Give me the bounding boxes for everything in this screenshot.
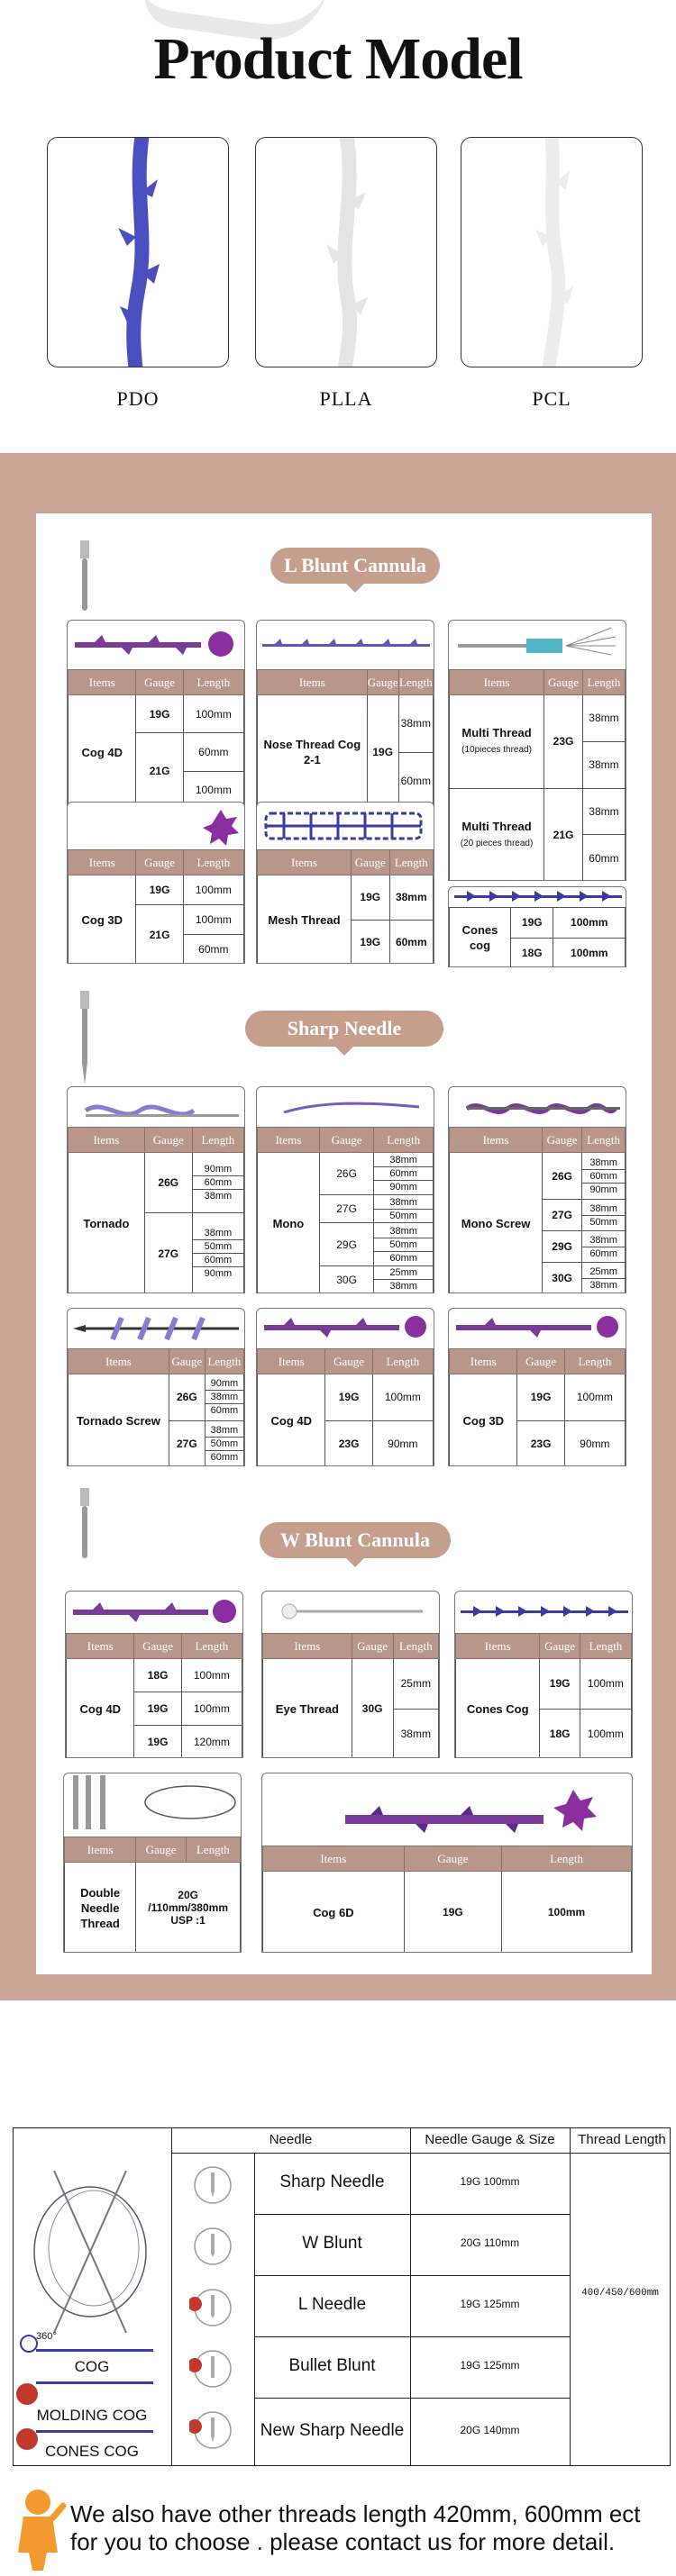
table-cell: 30G	[543, 1263, 582, 1293]
product-label-plla: PLLA	[319, 387, 373, 410]
table-cell: 25mm	[393, 1659, 438, 1710]
card-l-cog-4d[interactable]	[67, 620, 245, 809]
column-header: Length	[398, 670, 433, 695]
table-cell: Cones cog	[450, 908, 511, 968]
table-cell: 100mm	[553, 938, 626, 967]
table-cell: 38mm 60mm 90mm	[582, 1153, 626, 1200]
table-cell: 18G	[511, 938, 553, 967]
cones-cog-thread-sample	[36, 2430, 153, 2433]
type-label-cones-cog: CONES COG	[45, 2443, 139, 2460]
column-header: Items	[263, 1846, 405, 1872]
column-header: Gauge	[517, 1349, 564, 1374]
new-badge-icon	[16, 2383, 38, 2405]
needle-tip-icons	[189, 2162, 240, 2459]
table-cell: 25mm 38mm	[582, 1263, 626, 1293]
spec-table	[262, 1633, 439, 1758]
table-cell: 100mm	[183, 905, 243, 935]
table-cell: 100mm	[181, 1692, 242, 1726]
card-w-double-needle[interactable]	[63, 1773, 242, 1953]
mono-thread-icon	[257, 1087, 434, 1127]
column-header: Gauge	[351, 850, 389, 875]
product-card-plla[interactable]	[255, 137, 437, 367]
table-cell: Cog 6D	[263, 1872, 405, 1954]
thread-coil-image	[18, 2162, 168, 2342]
table-cell: 19G	[136, 695, 183, 733]
table-cell: 27G	[543, 1200, 582, 1231]
mesh-thread-icon	[257, 803, 434, 848]
table-cell: Cog 3D	[69, 875, 136, 965]
column-header: Gauge	[136, 670, 183, 695]
column-header: Gauge	[540, 1634, 580, 1659]
column-header: Length	[580, 1634, 631, 1659]
cog-4d-thread-icon	[257, 1309, 434, 1348]
table-cell: 100mm	[183, 695, 243, 733]
column-header: Items	[258, 670, 368, 695]
spec-table	[68, 1348, 244, 1466]
table-cell: 26G	[543, 1153, 582, 1200]
cog-6d-thread-icon	[262, 1773, 632, 1846]
table-cell: Nose Thread Cog 2-1	[258, 695, 368, 810]
table-cell: 38mm 50mm	[374, 1195, 434, 1223]
table-cell: 90mm 38mm 60mm	[205, 1374, 243, 1421]
card-s-cog-4d[interactable]	[256, 1308, 434, 1466]
pcl-thread-image	[461, 138, 643, 367]
table-cell: 100mm	[553, 908, 626, 939]
table-cell: 19G	[134, 1726, 181, 1759]
cog-3d-thread-icon	[449, 1309, 626, 1348]
table-cell: 25mm 38mm	[374, 1265, 434, 1293]
tornado-thread-icon	[68, 1087, 244, 1127]
w-blunt-cannula-icon	[72, 1488, 99, 1560]
table-cell: 26G	[169, 1374, 205, 1421]
table-cell: 90mm	[564, 1420, 625, 1466]
table-cell: 60mm	[398, 752, 433, 809]
needle-size-bullet-blunt: 19G 125mm	[460, 2359, 520, 2372]
product-card-pcl[interactable]	[461, 137, 643, 367]
table-rule	[254, 2398, 570, 2399]
needle-size-w-blunt: 20G 110mm	[460, 2236, 520, 2249]
col-header-thread-length: Thread Length	[578, 2132, 666, 2147]
table-cell: 19G	[351, 875, 389, 921]
column-header: Gauge	[319, 1128, 374, 1153]
table-cell: 100mm	[183, 771, 243, 809]
table-cell: Mono	[258, 1153, 320, 1294]
section-pill-sharp-needle: Sharp Needle	[245, 1011, 443, 1047]
cones-cog-thread-icon	[455, 1592, 632, 1633]
needle-row-sharp: Sharp Needle	[279, 2172, 385, 2191]
table-cell: 60mm	[183, 935, 243, 965]
spec-table	[257, 849, 434, 964]
column-header: Items	[450, 1128, 543, 1153]
column-header: Gauge	[367, 670, 398, 695]
column-header: Length	[192, 1128, 243, 1153]
column-header: Length	[502, 1846, 632, 1872]
spec-table	[257, 1348, 434, 1466]
spec-table	[449, 1348, 626, 1466]
table-cell: 60mm	[389, 920, 433, 964]
table-cell: 19G	[367, 695, 398, 810]
table-cell: 19G	[404, 1872, 501, 1954]
column-header: Items	[69, 1128, 145, 1153]
column-header: Items	[69, 1349, 169, 1374]
card-s-mono[interactable]	[256, 1086, 434, 1293]
spec-table	[257, 1127, 434, 1293]
card-w-eye-thread[interactable]	[261, 1591, 440, 1758]
cones-cog-thread-icon	[449, 887, 626, 907]
card-l-cog-3d[interactable]	[67, 802, 245, 964]
table-cell: Tornado Screw	[69, 1374, 169, 1467]
column-header: Length	[183, 670, 243, 695]
table-cell: Mono Screw	[450, 1153, 543, 1294]
table-cell: 27G	[319, 1195, 374, 1223]
table-cell: Eye Thread	[263, 1659, 352, 1759]
table-cell: 38mm	[398, 695, 433, 753]
table-cell: 29G	[543, 1231, 582, 1263]
column-header: Items	[258, 1349, 325, 1374]
table-rule	[254, 2275, 570, 2276]
needle-size-l-needle: 19G 125mm	[460, 2298, 520, 2310]
table-cell: 21G	[136, 733, 183, 809]
plla-thread-image	[256, 138, 437, 367]
needle-size-new-sharp: 20G 140mm	[460, 2424, 520, 2436]
eye-thread-icon	[262, 1592, 439, 1633]
table-cell: Multi Thread (10pieces thread)	[450, 695, 544, 789]
table-cell: 23G	[544, 695, 583, 789]
column-header: Items	[69, 850, 136, 875]
thread-length-value: 400/450/600mm	[581, 2288, 659, 2299]
spec-table	[455, 1633, 632, 1758]
table-cell: 19G	[511, 908, 553, 939]
spec-table	[262, 1846, 632, 1953]
table-cell: 100mm	[502, 1872, 632, 1954]
table-cell: 100mm	[181, 1659, 242, 1692]
table-cell: 30G	[319, 1265, 374, 1293]
table-cell: Cones Cog	[456, 1659, 540, 1759]
table-cell: 19G	[325, 1374, 372, 1421]
column-header: Gauge	[169, 1349, 205, 1374]
thinking-person-icon	[7, 2486, 67, 2572]
mono-screw-thread-icon	[449, 1087, 626, 1127]
table-cell: 21G	[136, 905, 183, 965]
card-s-tornado[interactable]	[67, 1086, 245, 1293]
column-header: Gauge	[136, 1837, 187, 1863]
product-label-pdo: PDO	[116, 387, 160, 410]
spec-table	[66, 1633, 242, 1758]
table-cell: 100mm	[564, 1374, 625, 1421]
table-cell: Multi Thread (20 pieces thread)	[450, 788, 544, 881]
column-header: Length	[582, 1128, 626, 1153]
spec-table	[449, 669, 626, 881]
table-cell: Tornado	[69, 1153, 145, 1294]
360-badge-label: 360°	[36, 2331, 57, 2342]
item-name: Cog 4D	[69, 695, 136, 810]
column-header: Length	[205, 1349, 243, 1374]
needle-row-new-sharp: New Sharp Needle	[260, 2421, 405, 2440]
column-header: Items	[258, 850, 352, 875]
column-header: Gauge	[325, 1349, 372, 1374]
table-cell: 100mm	[183, 875, 243, 905]
tornado-screw-thread-icon	[68, 1309, 244, 1348]
section-pill-l-blunt: L Blunt Cannula	[270, 548, 440, 584]
table-cell: 21G	[544, 788, 583, 881]
multi-thread-cannula-icon	[449, 621, 626, 667]
table-cell: 38mm	[389, 875, 433, 921]
spec-table	[68, 669, 244, 809]
column-header: Gauge	[134, 1634, 181, 1659]
column-header: Length	[393, 1634, 438, 1659]
pdo-thread-image	[48, 138, 229, 367]
table-cell: 90mm	[372, 1420, 433, 1466]
spec-table	[449, 907, 626, 967]
table-rule	[171, 2153, 671, 2154]
column-header: Length	[564, 1349, 625, 1374]
column-header: Items	[450, 670, 544, 695]
card-w-cog-6d[interactable]	[261, 1773, 633, 1953]
table-cell: 27G	[144, 1213, 192, 1293]
table-cell: Mesh Thread	[258, 875, 352, 965]
table-cell: 19G	[351, 920, 389, 964]
needle-size-sharp: 19G 100mm	[460, 2175, 520, 2188]
table-cell: 23G	[517, 1420, 564, 1466]
table-cell: 38mm	[582, 788, 625, 835]
column-header: Length	[374, 1128, 434, 1153]
card-s-cog-3d[interactable]	[448, 1308, 626, 1466]
table-cell: 60mm	[582, 835, 625, 881]
table-cell: Double Needle Thread	[65, 1863, 136, 1954]
card-l-cones-cog[interactable]	[448, 886, 626, 967]
cog-thread-sample	[36, 2349, 153, 2352]
table-cell: 90mm 60mm 38mm	[192, 1153, 243, 1213]
needle-row-l-needle: L Needle	[297, 2295, 367, 2314]
column-header: Gauge	[352, 1634, 393, 1659]
table-cell: 23G	[325, 1420, 372, 1466]
column-header: Gauge	[544, 670, 583, 695]
spec-table	[68, 849, 244, 964]
table-cell: 38mm 50mm 60mm 90mm	[192, 1213, 243, 1293]
card-w-cones-cog[interactable]	[454, 1591, 633, 1758]
column-header: Length	[372, 1349, 433, 1374]
table-cell: 18G	[540, 1709, 580, 1758]
column-header: Length	[181, 1634, 242, 1659]
table-cell: Cog 3D	[450, 1374, 517, 1467]
table-cell: 38mm 60mm 90mm	[374, 1153, 434, 1195]
column-header: Items	[65, 1837, 136, 1863]
table-rule	[254, 2214, 570, 2215]
spec-table	[257, 669, 434, 809]
product-label-pcl: PCL	[532, 387, 571, 410]
table-rule	[254, 2336, 570, 2337]
card-l-mesh-thread[interactable]	[256, 802, 434, 964]
spec-table	[449, 1127, 626, 1293]
card-l-nose-thread[interactable]	[256, 620, 434, 809]
cog-4d-thread-icon	[66, 1592, 242, 1633]
table-rule	[171, 2127, 172, 2466]
column-header: Items	[258, 1128, 320, 1153]
page-title: Product Model	[153, 26, 523, 92]
nose-thread-icon	[257, 621, 434, 667]
column-header: Gauge	[144, 1128, 192, 1153]
type-label-molding-cog: MOLDING COG	[36, 2407, 148, 2424]
table-cell: 38mm	[393, 1709, 438, 1758]
table-cell: 38mm 50mm 60mm	[205, 1420, 243, 1466]
table-cell: 19G	[540, 1659, 580, 1710]
column-header: Gauge	[136, 850, 183, 875]
column-header: Gauge	[543, 1128, 582, 1153]
table-cell: Cog 4D	[258, 1374, 325, 1467]
column-header: Items	[67, 1634, 134, 1659]
column-header: Length	[186, 1837, 240, 1863]
needle-row-bullet-blunt: Bullet Blunt	[288, 2356, 376, 2375]
needle-row-w-blunt: W Blunt	[302, 2234, 362, 2253]
spec-table	[64, 1837, 241, 1953]
molding-cog-thread-sample	[36, 2381, 153, 2384]
table-cell: 38mm 50mm	[582, 1200, 626, 1231]
column-header: Length	[183, 850, 243, 875]
table-cell: 30G	[352, 1659, 393, 1759]
table-cell: 38mm 50mm 60mm	[374, 1223, 434, 1265]
double-needle-icon	[64, 1773, 241, 1837]
sharp-needle-icon	[72, 991, 99, 1090]
column-header: Length	[389, 850, 433, 875]
card-s-tornado-screw[interactable]	[67, 1308, 245, 1466]
table-cell: 120mm	[181, 1726, 242, 1759]
card-s-mono-screw[interactable]	[448, 1086, 626, 1293]
footer-note: We also have other threads length 420mm, 600mm ect for you to choose . please contact us for more detail.	[70, 2500, 641, 2555]
table-cell: 100mm	[580, 1659, 631, 1710]
360-badge-icon	[20, 2335, 38, 2353]
section-pill-w-blunt: W Blunt Cannula	[260, 1522, 451, 1558]
table-cell: 19G	[134, 1692, 181, 1726]
table-cell: 27G	[169, 1420, 205, 1466]
table-cell: 29G	[319, 1223, 374, 1265]
column-header: Items	[456, 1634, 540, 1659]
table-cell: 38mm	[582, 695, 625, 742]
column-header: Items	[450, 1349, 517, 1374]
table-cell: 26G	[144, 1153, 192, 1213]
table-cell: 38mm	[582, 741, 625, 788]
column-header: Gauge	[404, 1846, 501, 1872]
table-cell: 26G	[319, 1153, 374, 1195]
table-cell: 18G	[134, 1659, 181, 1692]
col-header-needle: Needle	[269, 2132, 313, 2147]
table-cell: 19G	[517, 1374, 564, 1421]
table-cell: 100mm	[372, 1374, 433, 1421]
l-blunt-cannula-icon	[72, 540, 99, 612]
cog-3d-thread-icon	[68, 803, 244, 848]
type-label-cog: COG	[74, 2358, 110, 2375]
table-cell: 19G	[136, 875, 183, 905]
table-cell: 38mm 60mm	[582, 1231, 626, 1263]
card-l-multi-thread[interactable]	[448, 620, 626, 881]
col-header-gauge: Needle Gauge & Size	[425, 2132, 555, 2147]
table-cell: Cog 4D	[67, 1659, 134, 1759]
column-header: Items	[69, 670, 136, 695]
product-card-pdo[interactable]	[47, 137, 229, 367]
card-w-cog-4d[interactable]	[65, 1591, 243, 1758]
table-cell: 60mm	[183, 733, 243, 771]
column-header: Length	[582, 670, 625, 695]
cog-4d-thread-icon	[68, 621, 244, 667]
spec-table	[68, 1127, 244, 1293]
table-cell: 20G /110mm/380mm USP :1	[136, 1863, 241, 1954]
table-cell: 100mm	[580, 1709, 631, 1758]
column-header: Items	[263, 1634, 352, 1659]
